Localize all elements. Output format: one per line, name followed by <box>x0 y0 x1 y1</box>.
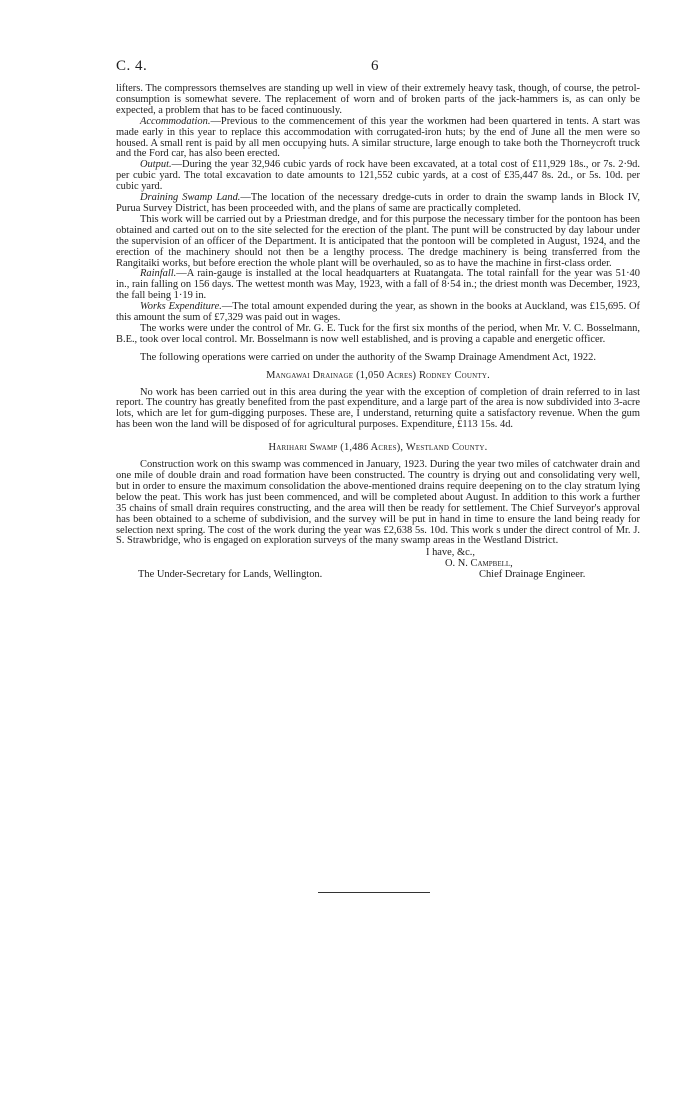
works-expenditure-title: Works Expenditure. <box>140 301 222 313</box>
document-body <box>116 84 640 592</box>
accommodation-text: —Previous to the commencement of this year the workmen had been quartered in tents. A start was made early in this year to replace this accommodation with corrugated-iron huts; by the end of June all the men were so housed. A small rent is paid by all men occupying huts. A similar structure, large enough to take both the Thorneycroft truck and the Ford car, has also been erected. <box>116 115 640 160</box>
signatory-title: Chief Drainage Engineer. <box>479 569 586 581</box>
output-title: Output. <box>140 159 172 171</box>
addressee: The Under-Secretary for Lands, Wellington. <box>138 569 323 581</box>
salutation: I have, &c., <box>426 547 475 559</box>
paragraph-output <box>116 160 640 193</box>
heading-harihari-swamp: Harihari Swamp (1,486 Acres), Westland County. <box>268 442 488 454</box>
paragraph-draining-swamp-land <box>116 193 640 215</box>
closing-block <box>116 548 640 592</box>
signatory-name: O. N. Campbell, <box>445 558 513 570</box>
report-reference: C. 4. <box>116 58 148 74</box>
paragraph-mangawai: No work has been carried out in this area during the year with the exception of completion of drain referred to in last report. The country has greatly benefited from the past expenditure, and a large part of the area is now subdivided into 3-acre lots, which are let for gum-digging purposes. These are, I understand, returning quite a satisfactory revenue. When the gum has been won the land will be disposed of for agricultural purposes. Expenditure, £113 15s. 4d. <box>116 386 640 431</box>
rainfall-text: —A rain-gauge is installed at the local headquarters at Ruatangata. The total rainfall for the year was 51·40 in., rain falling on 156 days. The wettest month was May, 1923, with a fall of 8·54 in.; the driest month was December, 1923, the fall being 1·19 in. <box>116 268 640 302</box>
works-expenditure-text: —The total amount expended during the year, as shown in the books at Auckland, was £15,695. Of this amount the sum of £7,329 was paid out in wages. <box>116 301 640 324</box>
paragraph-works-expenditure <box>116 302 640 324</box>
draining-title: Draining Swamp Land. <box>140 192 241 204</box>
heading-mangawai-drainage: Mangawai Drainage (1,050 Acres) Rodney County. <box>266 369 490 381</box>
paragraph-swamp-drainage-act: The following operations were carried on under the authority of the Swamp Drainage Amendment Act, 1922. <box>140 351 596 363</box>
paragraph-compressors: lifters. The compressors themselves are standing up well in view of their extremely heavy task, though, of course, the petrol-consumption is somewhat severe. The replacement of worn and of broken parts of the jack-hammers is, as can only be expected, a problem that has to be faced continuously. <box>116 83 640 116</box>
paragraph-control: The works were under the control of Mr. G. E. Tuck for the first six months of the period, when Mr. V. C. Bosselmann, B.E., took over local control. Mr. Bosselmann is now well established, and is proving a capable and energetic officer. <box>116 322 640 345</box>
paragraph-dredge: This work will be carried out by a Priestman dredge, and for this purpose the necessary timber for the pontoon has been obtained and carted out on to the site selected for the erection of the plant. The punt will be constructed by day labour under the supervision of an officer of the Department. It is anticipated that the pontoon will be completed in August, 1924, and the erection of the machinery should not then be a lengthy process. The dredge machinery is being transferred from the Rangitaiki works, but before erection the whole plant will be overhauled, so as to have the machine in first-class order. <box>116 213 640 269</box>
paragraph-harihari: Construction work on this swamp was commenced in January, 1923. During the year two miles of catchwater drain and one mile of double drain and road formation have been constructed. The country is drying out and consolidating very well, but in order to ensure the maximum consolidation the above-mentioned drains require deepening on to the clay stratum lying below the peat. This work has just been commenced, and will be completed about August. In addition to this work a further 35 chains of small drain requires constructing, and the area will then be ready for settlement. The Chief Surveyor's approval has been obtained to a scheme of subdivision, and the survey will be put in hand in time to ensure the land being ready for selection next spring. The cost of the work during the year was £2,638 5s. 10d. This work s under the direct control of Mr. J. S. Strawbridge, who is engaged on exploration surveys of the many swamp areas in the Westland District. <box>116 459 640 547</box>
end-rule <box>318 892 430 893</box>
rainfall-title: Rainfall. <box>140 268 177 280</box>
draining-text: —The location of the necessary dredge-cuts in order to drain the swamp lands in Block IV, Purua Survey District, has been proceeded with, and the plans of same are practically completed. <box>116 192 640 214</box>
accommodation-title: Accommodation. <box>140 115 211 127</box>
output-text: —During the year 32,946 cubic yards of rock have been excavated, at a total cost of £11,929 18s., or 7s. 2·9d. per cubic yard. The total excavation to date amounts to 121,552 cubic yards, at a cost of £35,447 8s. 2d., or 5s. 10d. per cubic yard. <box>116 159 640 193</box>
paragraph-rainfall <box>116 269 640 302</box>
paragraph-accommodation <box>116 117 640 161</box>
page-header <box>116 58 640 80</box>
page-number: 6 <box>371 58 379 74</box>
